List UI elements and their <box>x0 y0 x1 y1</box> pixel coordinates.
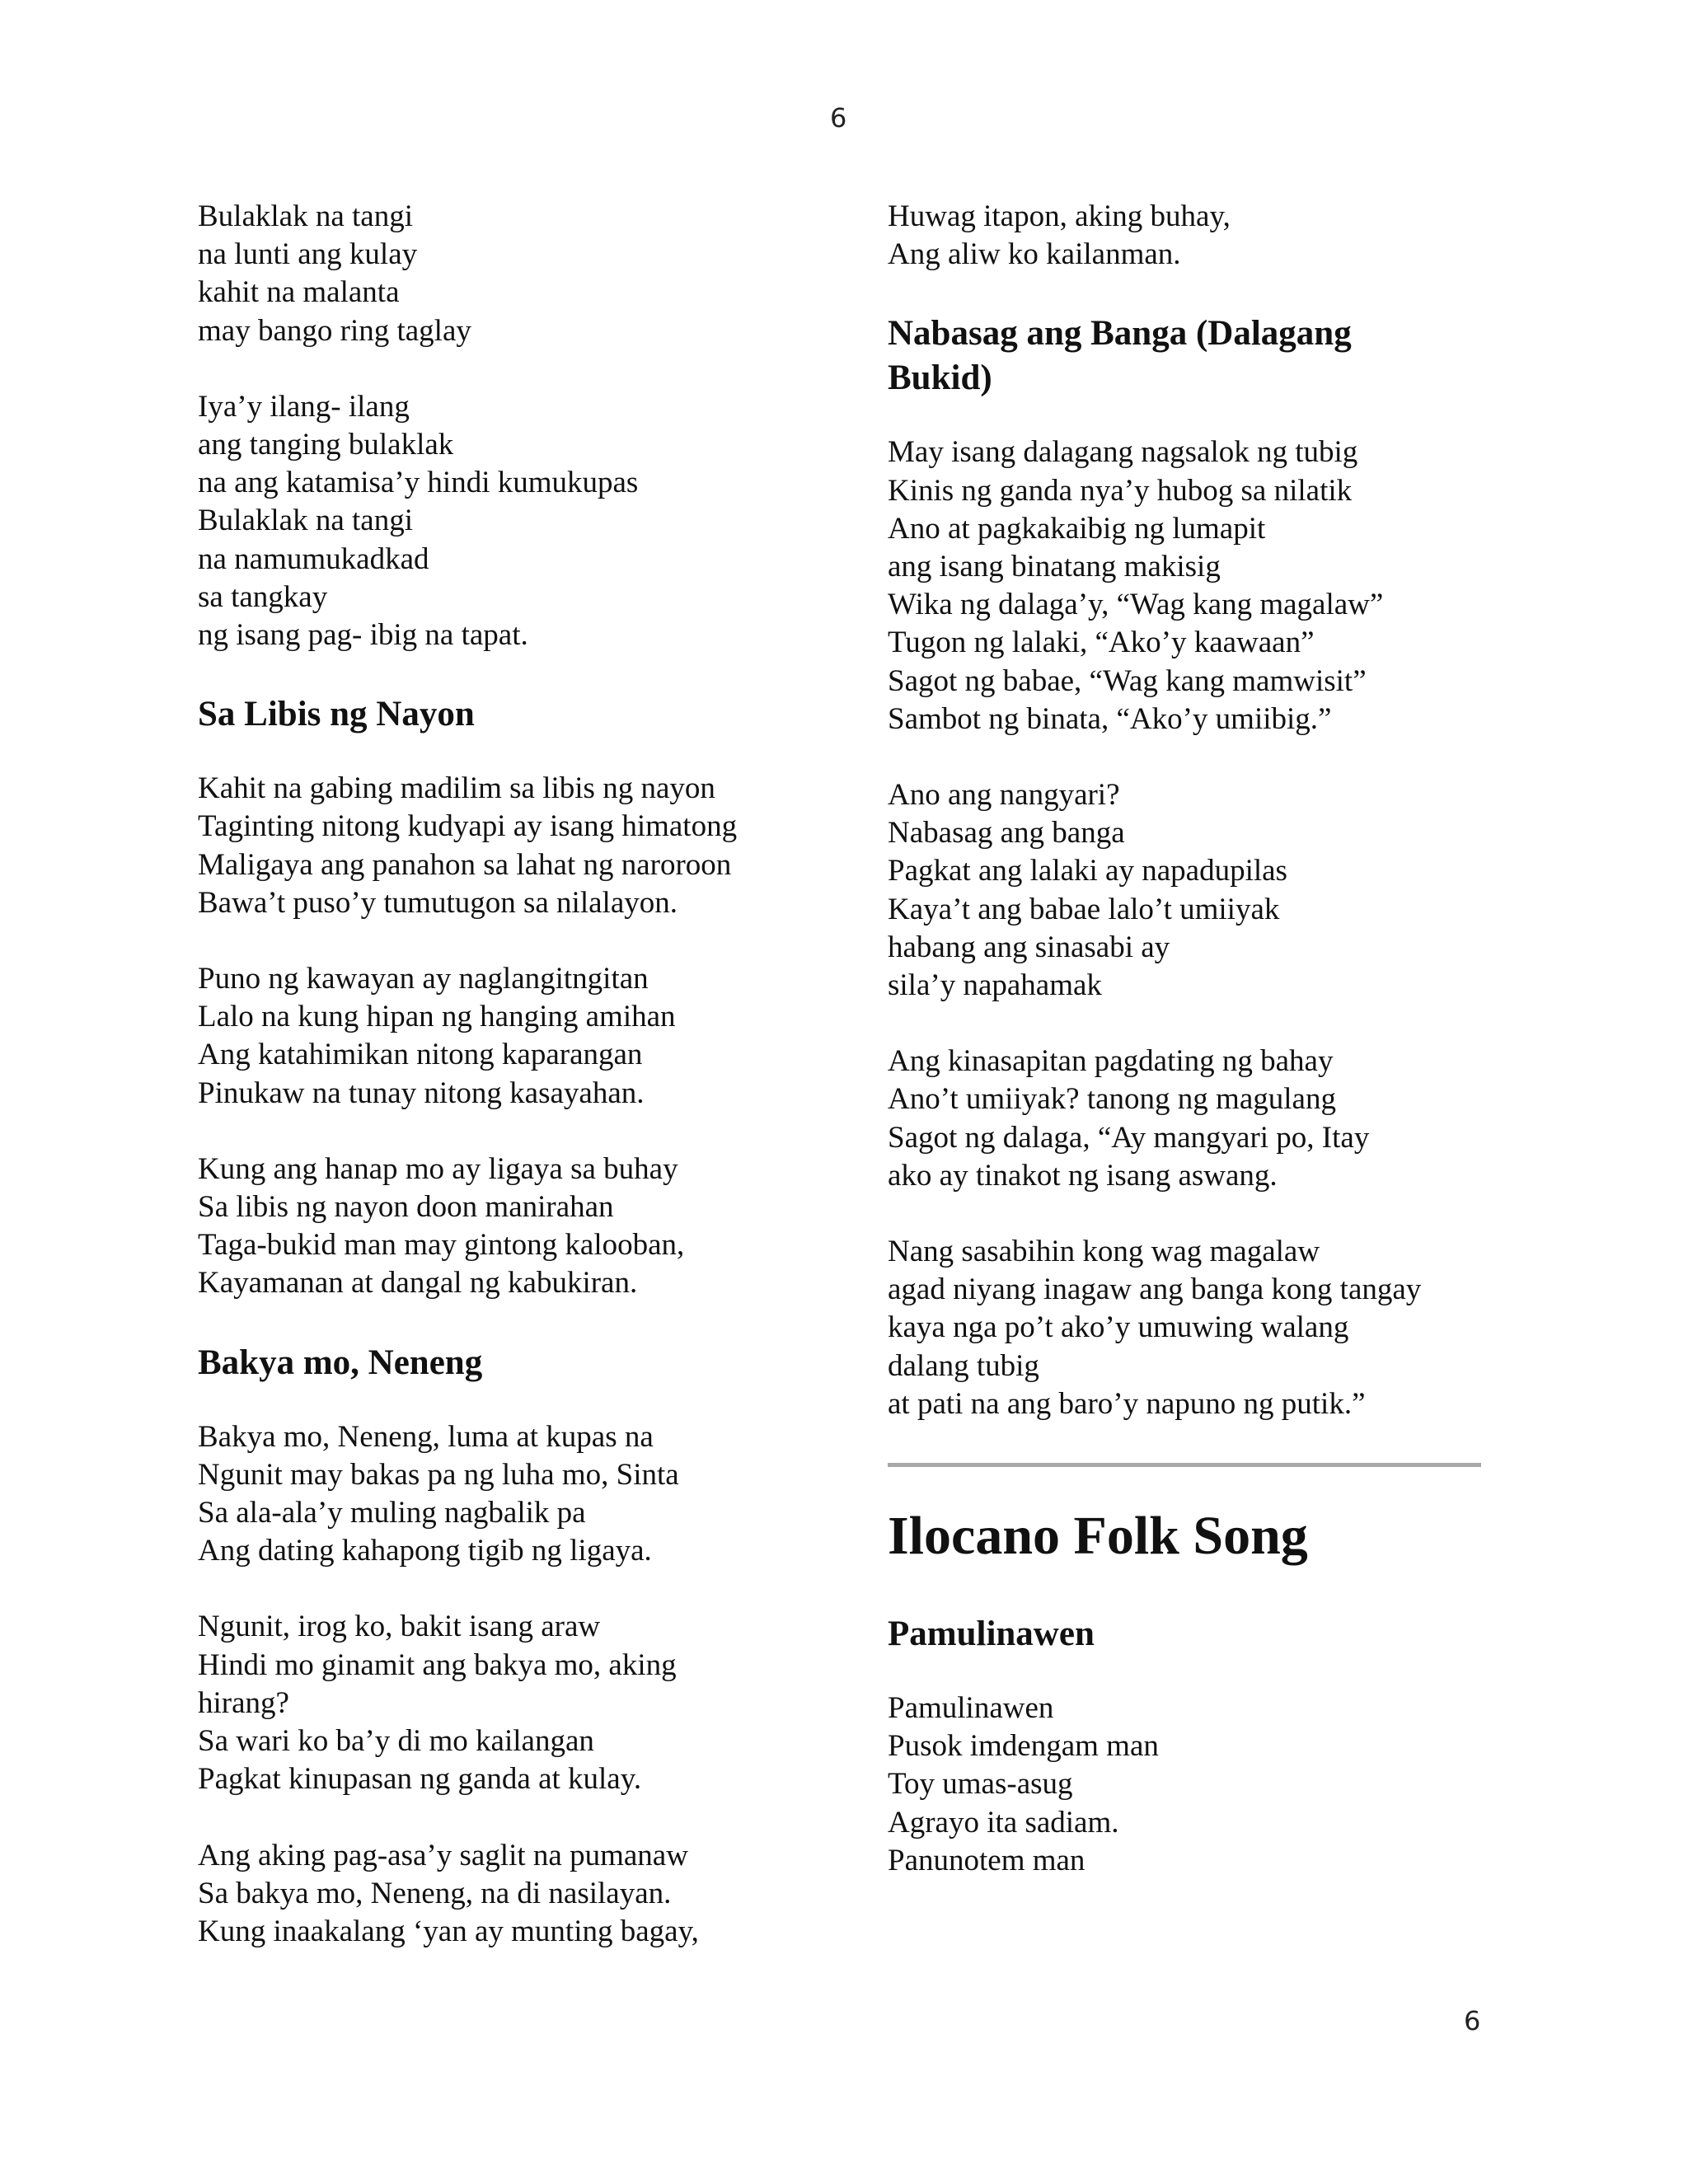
lyric-line: May isang dalagang nagsalok ng tubig <box>888 435 1358 470</box>
lyric-line: Kung inaakalang ‘yan ay munting bagay, <box>198 1914 699 1948</box>
lyric-line: Kaya’t ang babae lalo’t umiiyak <box>888 892 1280 926</box>
lyric-line: ako ay tinakot ng isang aswang. <box>888 1158 1278 1193</box>
lyric-line: na lunti ang kulay <box>198 237 418 272</box>
lyric-line: kaya nga po’t ako’y umuwing walang <box>888 1310 1349 1345</box>
lyric-line: Ano’t umiiyak? tanong ng magulang <box>888 1082 1336 1117</box>
lyric-line: Kahit na gabing madilim sa libis ng nayon <box>198 771 715 806</box>
lyric-line: kahit na malanta <box>198 275 400 310</box>
stanza <box>888 434 1498 738</box>
lyric-line: Bulaklak na tangi <box>198 199 413 233</box>
lyric-line: Huwag itapon, aking buhay, <box>888 199 1231 233</box>
lyric-line: Hindi mo ginamit ang bakya mo, aking <box>198 1647 677 1682</box>
lyric-line: Ngunit may bakas pa ng luha mo, Sinta <box>198 1457 679 1492</box>
lyric-line: Pagkat kinupasan ng ganda at kulay. <box>198 1762 642 1797</box>
stanza <box>198 1608 824 1798</box>
lyric-line: Pagkat ang lalaki ay napadupilas <box>888 854 1287 888</box>
lyric-line: na namumukadkad <box>198 541 429 576</box>
lyric-line: Bakya mo, Neneng, luma at kupas na <box>198 1419 654 1454</box>
lyric-line: may bango ring taglay <box>198 313 471 348</box>
lyric-line: Sagot ng babae, “Wag kang mamwisit” <box>888 663 1367 698</box>
stanza <box>198 388 824 654</box>
lyric-line: ang isang binatang makisig <box>888 550 1221 584</box>
lyric-line: Ang aliw ko kailanman. <box>888 237 1181 272</box>
lyric-line: Pinukaw na tunay nitong kasayahan. <box>198 1076 645 1110</box>
lyric-line: dalang tubig <box>888 1348 1039 1383</box>
song-title-line: Bukid) <box>888 359 992 398</box>
lyric-line: Pusok imdengam man <box>888 1729 1159 1764</box>
lyric-line: ang tanging bulaklak <box>198 428 454 462</box>
lyric-line: Sa ala-ala’y muling nagbalik pa <box>198 1496 586 1530</box>
lyric-line: Tugon ng lalaki, “Ako’y kaawaan” <box>888 626 1315 660</box>
lyric-line: Sagot ng dalaga, “Ay mangyari po, Itay <box>888 1120 1370 1155</box>
stanza <box>888 1690 1498 1880</box>
lyric-line: Sa bakya mo, Neneng, na di nasilayan. <box>198 1876 672 1910</box>
lyric-line: Kinis ng ganda nya’y hubog sa nilatik <box>888 473 1353 508</box>
stanza <box>198 1418 824 1571</box>
stanza <box>198 1837 824 1952</box>
stanza <box>198 198 824 350</box>
lyric-line: Toy umas-asug <box>888 1767 1073 1802</box>
lyric-line: Sambot ng binata, “Ako’y umiibig.” <box>888 701 1332 736</box>
page-number-bottom: 6 <box>1464 2005 1481 2036</box>
lyric-line: Bulaklak na tangi <box>198 504 413 538</box>
lyric-line: Sa libis ng nayon doon manirahan <box>198 1190 614 1225</box>
stanza <box>198 1151 824 1303</box>
section-title-ilocano-folk-song: Ilocano Folk Song <box>888 1506 1308 1567</box>
lyric-line: Lalo na kung hipan ng hanging amihan <box>198 1000 676 1034</box>
lyric-line: sa tangkay <box>198 579 328 614</box>
lyric-line: Ngunit, irog ko, bakit isang araw <box>198 1610 601 1644</box>
stanza <box>198 960 824 1113</box>
lyric-line: Ano ang nangyari? <box>888 778 1120 813</box>
stanza <box>198 770 824 922</box>
lyric-line: Kung ang hanap mo ay ligaya sa buhay <box>198 1151 678 1186</box>
lyric-line: Wika ng dalaga’y, “Wag kang magalaw” <box>888 588 1384 622</box>
stanza <box>888 1043 1498 1195</box>
lyric-line: Panunotem man <box>888 1843 1085 1877</box>
left-column <box>198 198 824 1989</box>
song-title-sa-libis-ng-nayon: Sa Libis ng Nayon <box>198 695 475 734</box>
lyric-line: Pamulinawen <box>888 1691 1054 1726</box>
right-column <box>888 198 1498 1918</box>
lyric-line: Puno ng kawayan ay naglangitngitan <box>198 962 649 996</box>
lyric-line: Maligaya ang panahon sa lahat ng naroroon <box>198 847 732 882</box>
lyric-line: na ang katamisa’y hindi kumukupas <box>198 466 639 500</box>
lyric-line: Nabasag ang banga <box>888 816 1125 851</box>
lyric-line: Iya’y ilang- ilang <box>198 389 410 424</box>
lyric-line: ng isang pag- ibig na tapat. <box>198 618 528 653</box>
lyric-line: Nang sasabihin kong wag magalaw <box>888 1235 1320 1269</box>
lyric-line: Sa wari ko ba’y di mo kailangan <box>198 1724 594 1759</box>
song-title-line: Nabasag ang Banga (Dalagang <box>888 314 1352 354</box>
stanza <box>888 198 1498 274</box>
stanza <box>888 776 1498 1005</box>
stanza <box>888 1233 1498 1423</box>
lyric-line: Kayamanan at dangal ng kabukiran. <box>198 1266 638 1301</box>
section-divider <box>888 1463 1481 1467</box>
lyric-line: Taginting nitong kudyapi ay isang himatong <box>198 809 738 844</box>
song-title-nabasag-ang-banga <box>888 312 1498 401</box>
lyric-line: habang ang sinasabi ay <box>888 930 1170 964</box>
lyric-line: Ano at pagkakaibig ng lumapit <box>888 511 1266 546</box>
lyric-line: hirang? <box>198 1685 289 1720</box>
lyric-line: Ang katahimikan nitong kaparangan <box>198 1038 643 1072</box>
lyric-line: Agrayo ita sadiam. <box>888 1805 1119 1840</box>
lyric-line: Ang kinasapitan pagdating ng bahay <box>888 1044 1334 1079</box>
page-number-top: 6 <box>830 102 847 134</box>
lyric-line: Taga-bukid man may gintong kalooban, <box>198 1228 685 1263</box>
song-title-bakya-mo-neneng: Bakya mo, Neneng <box>198 1343 483 1382</box>
lyric-line: Bawa’t puso’y tumutugon sa nilalayon. <box>198 885 678 920</box>
song-title-pamulinawen: Pamulinawen <box>888 1615 1095 1654</box>
lyric-line: agad niyang inagaw ang banga kong tangay <box>888 1272 1422 1307</box>
lyric-line: at pati na ang baro’y napuno ng putik.” <box>888 1386 1366 1421</box>
lyric-line: Ang aking pag-asa’y saglit na pumanaw <box>198 1838 688 1872</box>
lyric-line: sila’y napahamak <box>888 968 1102 1003</box>
lyric-line: Ang dating kahapong tigib ng ligaya. <box>198 1534 652 1568</box>
